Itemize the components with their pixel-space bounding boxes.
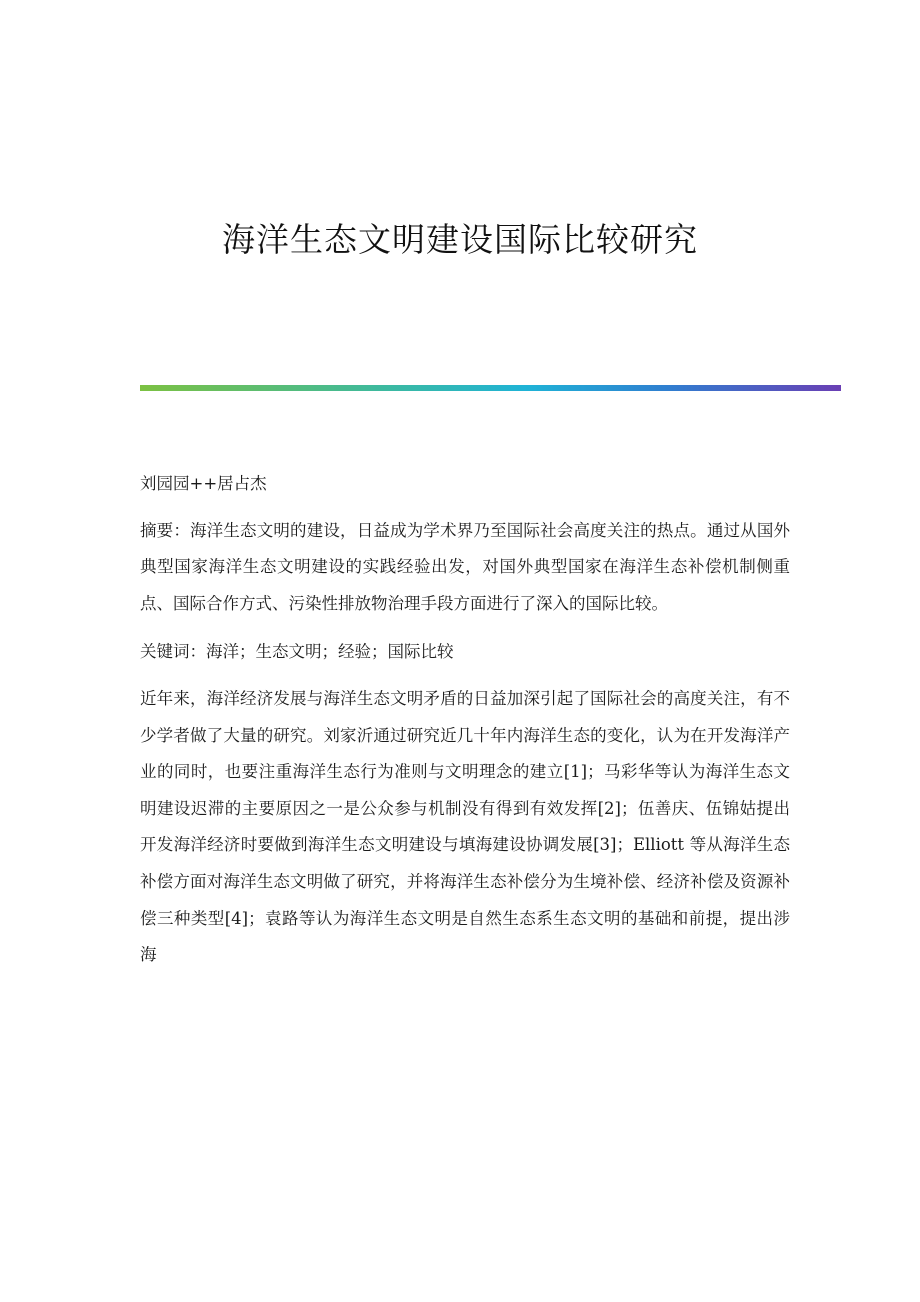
body-paragraph: 近年来，海洋经济发展与海洋生态文明矛盾的日益加深引起了国际社会的高度关注，有不少学者做了大量的研究。刘家沂通过研究近几十年内海洋生态的变化，认为在开发海洋产业的同时，也要注重海洋生态行为准则与文明理念的建立[1]；马彩华等认为海洋生态文明建设迟滞的主要原因之一是公众参与机制没有得到有效发挥[2]；伍善庆、伍锦姑提出开发海洋经济时要做到海洋生态文明建设与填海建设协调发展[3]；Elliott 等从海洋生态补偿方面对海洋生态文明做了研究，并将海洋生态补偿分为生境补偿、经济补偿及资源补偿三种类型[4]；袁路等认为海洋生态文明是自然生态系生态文明的基础和前提，提出涉海 — [140, 688, 790, 965]
document-body — [140, 466, 790, 986]
abstract-paragraph: 摘要：海洋生态文明的建设，日益成为学术界乃至国际社会高度关注的热点。通过从国外典型国家海洋生态文明建设的实践经验出发，对国外典型国家在海洋生态补偿机制侧重点、国际合作方式、污染性排放物治理手段方面进行了深入的国际比较。 — [140, 520, 790, 613]
document-title: 海洋生态文明建设国际比较研究 — [222, 220, 698, 259]
keywords-line: 关键词：海洋；生态文明；经验；国际比较 — [140, 642, 454, 662]
author-line: 刘园园++居占杰 — [140, 474, 267, 493]
title-divider — [140, 385, 841, 391]
